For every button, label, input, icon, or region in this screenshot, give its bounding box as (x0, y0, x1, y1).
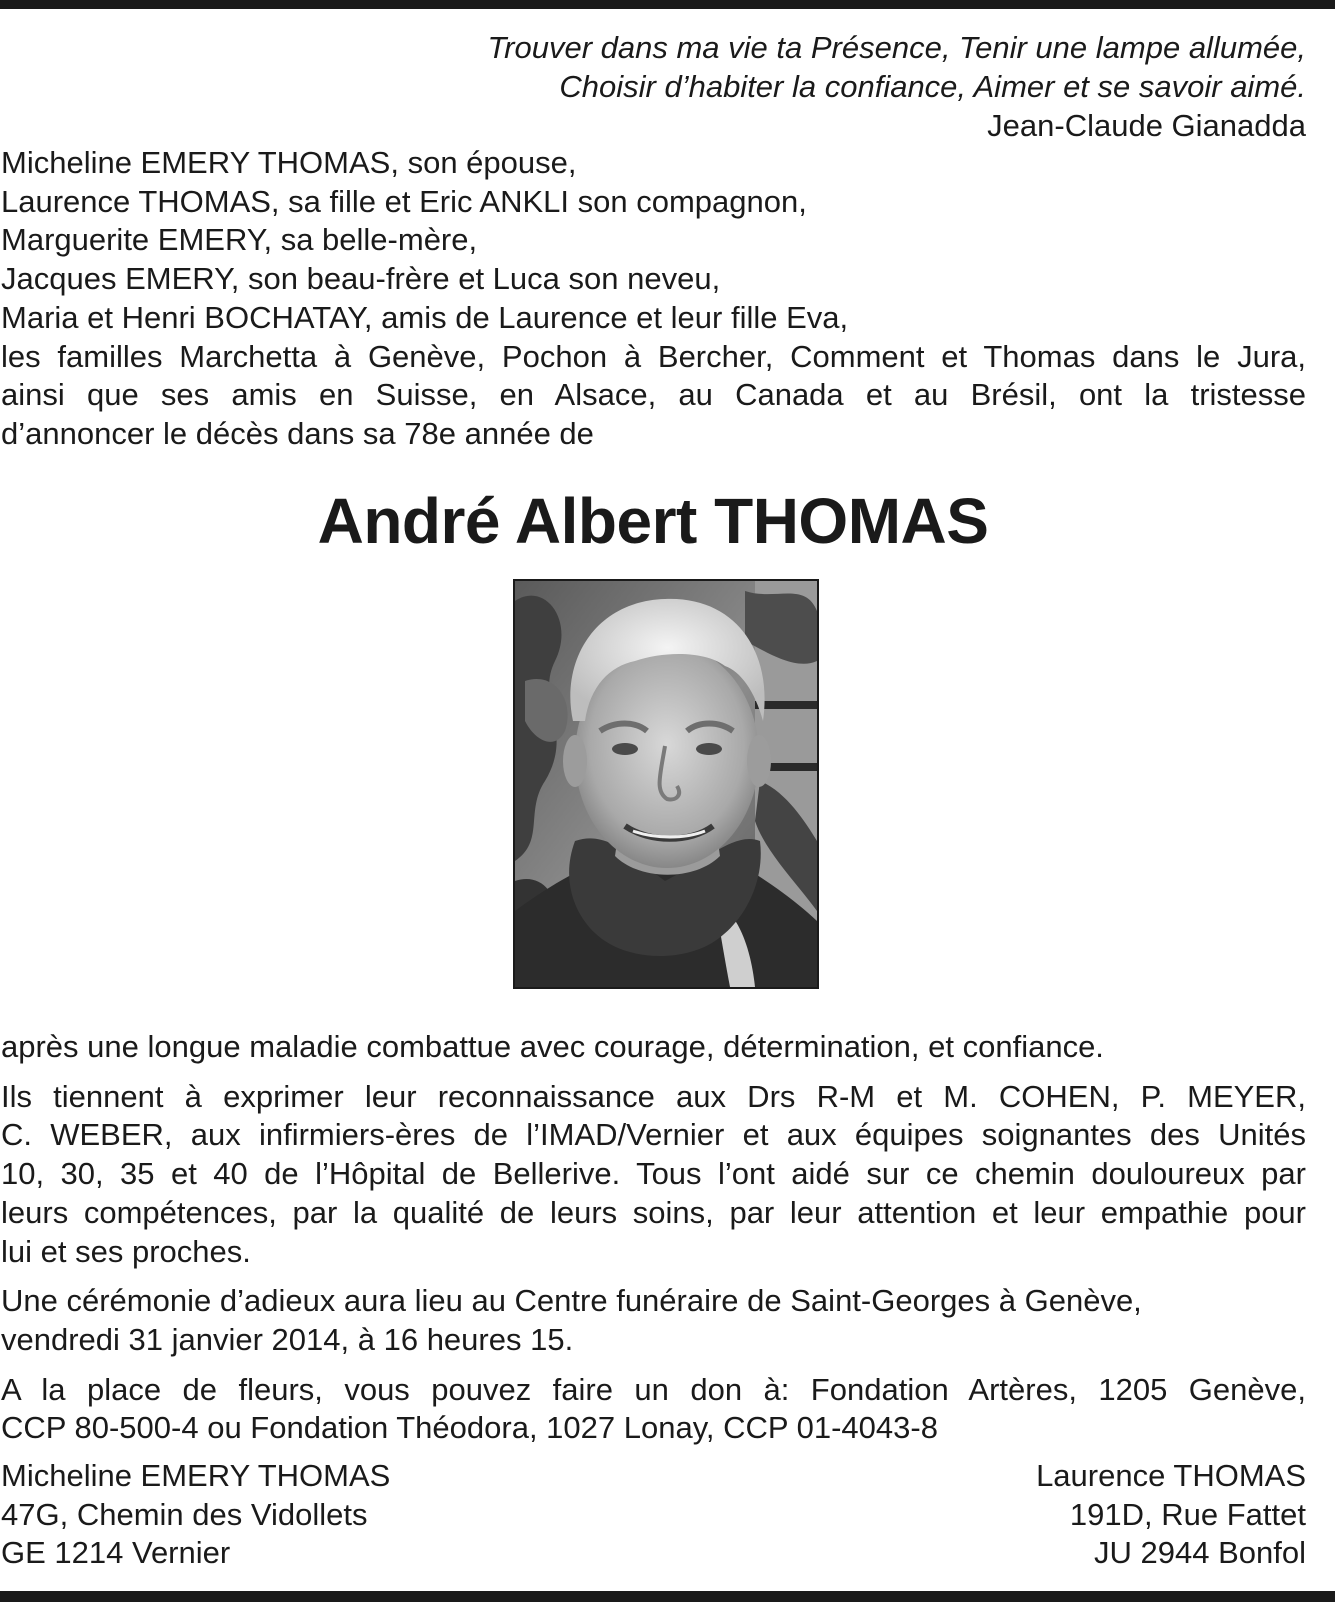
after-photo-text: après une longue maladie combattue avec courage, détermination, et confiance. (1, 1029, 1104, 1064)
contact-left (1, 1457, 390, 1573)
thanks-line: leurs compétences, par la qualité de leurs soins, par leur attention et leur empathie pour (1, 1194, 1306, 1230)
announcer-line: Laurence THOMAS, sa fille et Eric ANKLI son compagnon, (1, 183, 807, 219)
contact-left-name: Micheline EMERY THOMAS (1, 1458, 391, 1493)
ceremony-paragraph (1, 1282, 1306, 1359)
epigraph-author: Jean-Claude Gianadda (987, 108, 1306, 143)
portrait-photo (513, 579, 819, 989)
announcer-line: les familles Marchetta à Genève, Pochon à Bercher, Comment et Thomas dans le Jura, (1, 338, 1306, 374)
announcer-line: ainsi que ses amis en Suisse, en Alsace, au Canada et au Brésil, ont la tristesse (1, 377, 1306, 413)
thanks-paragraph (1, 1078, 1306, 1272)
portrait-illustration (515, 581, 817, 987)
announcer-line: Marguerite EMERY, sa belle-mère, (1, 222, 478, 258)
thanks-line: C. WEBER, aux infirmiers-ères de l’IMAD/Vernier et aux équipes soignantes des Unités (1, 1117, 1306, 1153)
epigraph-line-2: Choisir d’habiter la confiance, Aimer et se savoir aimé. (559, 69, 1306, 104)
epigraph-line-1: Trouver dans ma vie ta Présence, Tenir une lampe allumée, (487, 30, 1306, 65)
notice-body (1, 1028, 1306, 1459)
contact-right-street: 191D, Rue Fattet (1069, 1496, 1306, 1532)
contact-right-name: Laurence THOMAS (1036, 1458, 1306, 1493)
epigraph (488, 28, 1306, 145)
donation-line: A la place de fleurs, vous pouvez faire un don à: Fondation Artères, 1205 Genève, (1, 1371, 1306, 1407)
announcer-line: d’annoncer le décès dans sa 78e année de (1, 415, 594, 451)
ceremony-line: Une cérémonie d’adieux aura lieu au Centre funéraire de Saint-Georges à Genève, (1, 1283, 1142, 1319)
announcers-list (1, 144, 1306, 454)
announcer-line: Micheline EMERY THOMAS, son épouse, (1, 145, 577, 180)
announcer-line: Maria et Henri BOCHATAY, amis de Laurence et leur fille Eva, (1, 299, 849, 335)
donation-line: CCP 80-500-4 ou Fondation Théodora, 1027 Lonay, CCP 01-4043-8 (1, 1410, 938, 1446)
contact-left-street: 47G, Chemin des Vidollets (1, 1496, 368, 1532)
thanks-line: Ils tiennent à exprimer leur reconnaissance aux Drs R-M et M. COHEN, P. MEYER, (1, 1078, 1306, 1114)
bottom-rule (0, 1591, 1335, 1602)
contact-right-city: JU 2944 Bonfol (1094, 1535, 1306, 1571)
ceremony-line: vendredi 31 janvier 2014, à 16 heures 15. (1, 1321, 574, 1357)
thanks-line: 10, 30, 35 et 40 de l’Hôpital de Bellerive. Tous l’ont aidé sur ce chemin douloureux par (1, 1156, 1306, 1192)
contact-left-city: GE 1214 Vernier (1, 1535, 231, 1571)
top-rule (0, 0, 1335, 9)
announcer-line: Jacques EMERY, son beau-frère et Luca son neveu, (1, 261, 721, 297)
donation-paragraph (1, 1371, 1306, 1448)
thanks-line: lui et ses proches. (1, 1233, 251, 1269)
contact-right (1036, 1457, 1306, 1573)
deceased-name: André Albert THOMAS (317, 485, 989, 557)
